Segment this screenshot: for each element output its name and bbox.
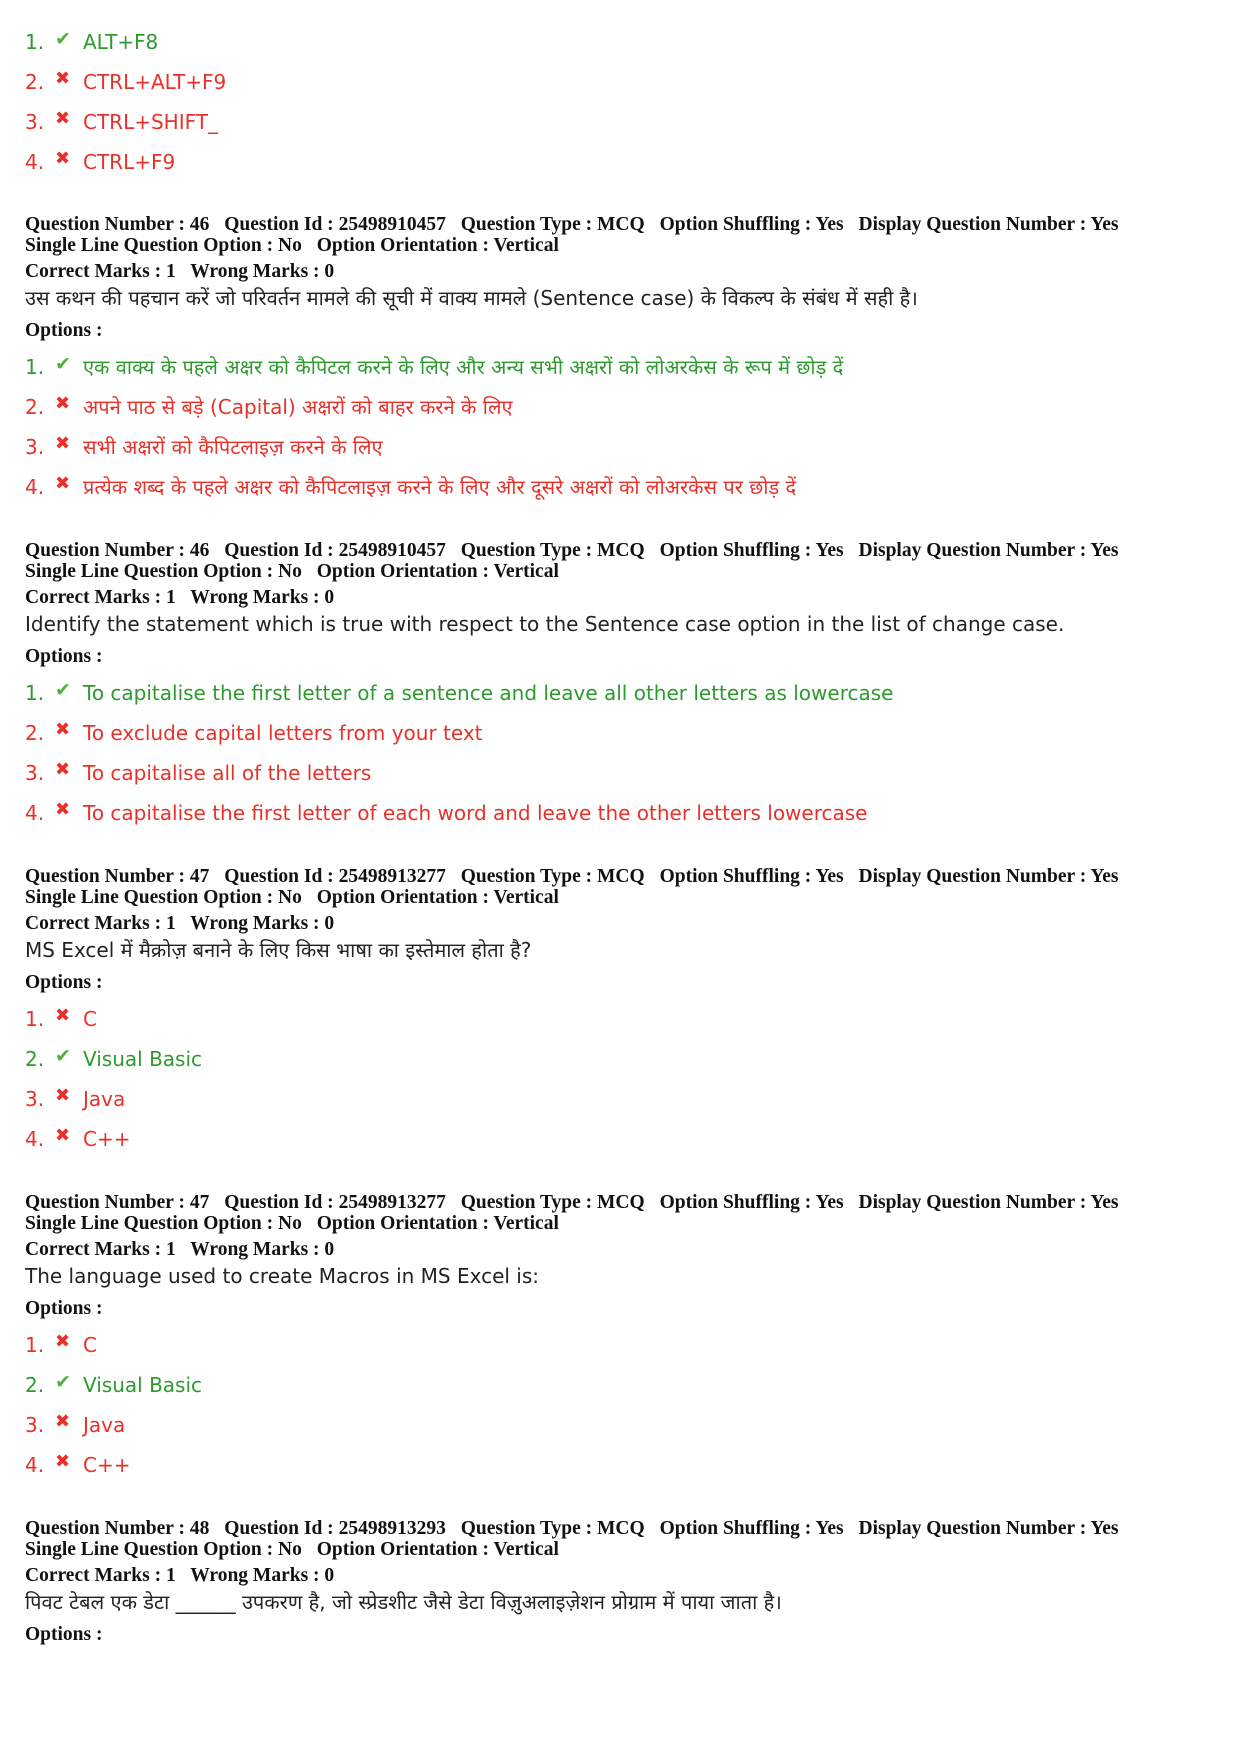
option-item: 1. ✔ To capitalise the first letter of a sentence and leave all other letters as lowercase [25,673,1220,713]
question-number: 48 [189,1518,210,1539]
options-label: Options : [25,972,103,993]
question-block [25,214,1220,507]
option-item [25,62,1220,102]
option-item: 4. ✖ To capitalise the first letter of each word and leave the other letters lowercase [25,793,1220,833]
cross-mark-icon: ✖ [55,1125,71,1146]
option-number: 3. [25,110,45,134]
option-item: 3. ✖ सभी अक्षरों को कैपिटलाइज़ करने के लिए [25,427,1220,467]
question-block [25,1518,1220,1648]
cross-mark-icon: ✖ [55,759,71,780]
question-marks: Correct Marks : 1 Wrong Marks : 0 [25,1565,335,1586]
question-text: उस कथन की पहचान करें जो परिवर्तन मामले की सूची में वाक्य मामले (Sentence case) के विकल्प के संबंध में सही है। [25,286,918,310]
question-meta-line-1: Question Number : 47 Question Id : 25498913277 Question Type : MCQ Option Shuffling : Yes Display Question Number : Yes [25,866,1119,887]
option-item: 3. ✖ To capitalise all of the letters [25,753,1220,793]
option-number: 1. [25,30,45,54]
question-id: 25498910457 [338,540,446,561]
cross-mark-icon: ✖ [55,108,71,129]
option-number: 2. [25,70,45,94]
question-type: MCQ [597,1192,645,1213]
option-item: 1. ✖ C [25,999,1220,1039]
question-text: Identify the statement which is true with respect to the Sentence case option in the list of change case. [25,612,1065,636]
question-text: MS Excel में मैक्रोज़ बनाने के लिए किस भाषा का इस्तेमाल होता है? [25,938,532,962]
options-label: Options : [25,646,103,667]
option-item: 4. ✖ C++ [25,1445,1220,1485]
cross-mark-icon: ✖ [55,1411,71,1432]
question-id: 25498913277 [338,866,446,887]
question-number: 46 [189,214,210,235]
cross-mark-icon: ✖ [55,799,71,820]
option-item: 2. ✖ To exclude capital letters from your text [25,713,1220,753]
question-id: 25498910457 [338,214,446,235]
question-type: MCQ [597,1518,645,1539]
check-mark-icon: ✔ [55,679,71,701]
check-mark-icon: ✔ [55,1371,71,1393]
options-label: Options : [25,1624,103,1645]
question-meta-line-1: Question Number : 46 Question Id : 25498910457 Question Type : MCQ Option Shuffling : Yes Display Question Number : Yes [25,540,1119,561]
question-text: The language used to create Macros in MS Excel is: [25,1264,540,1288]
option-text: ALT+F8 [83,30,159,54]
option-item: 2. ✔ Visual Basic [25,1039,1220,1079]
option-item: 3. ✖ Java [25,1405,1220,1445]
option-item: 2. ✔ Visual Basic [25,1365,1220,1405]
question-meta-line-2: Single Line Question Option : No Option Orientation : Vertical [25,1539,559,1560]
cross-mark-icon: ✖ [55,1085,71,1106]
option-item: 4. ✖ C++ [25,1119,1220,1159]
cross-mark-icon: ✖ [55,68,71,89]
question-type: MCQ [597,866,645,887]
question-number: 47 [189,866,210,887]
option-text: CTRL+SHIFT_ [83,110,218,134]
option-item: 1. ✔ एक वाक्य के पहले अक्षर को कैपिटल करने के लिए और अन्य सभी अक्षरों को लोअरकेस के रूप में छोड़ दें [25,347,1220,387]
cross-mark-icon: ✖ [55,148,71,169]
option-text: CTRL+F9 [83,150,176,174]
option-item [25,22,1220,62]
question-block [25,866,1220,1159]
top-options-list [25,22,1220,182]
cross-mark-icon: ✖ [55,473,71,494]
cross-mark-icon: ✖ [55,1331,71,1352]
question-block [25,540,1220,833]
option-item: 2. ✖ अपने पाठ से बड़े (Capital) अक्षरों को बाहर करने के लिए [25,387,1220,427]
question-number: 46 [189,540,210,561]
question-meta-line-2: Single Line Question Option : No Option Orientation : Vertical [25,1213,559,1234]
question-marks: Correct Marks : 1 Wrong Marks : 0 [25,587,335,608]
question-meta-line-1: Question Number : 48 Question Id : 25498913293 Question Type : MCQ Option Shuffling : Yes Display Question Number : Yes [25,1518,1119,1539]
question-meta-line-1: Question Number : 47 Question Id : 25498913277 Question Type : MCQ Option Shuffling : Yes Display Question Number : Yes [25,1192,1119,1213]
cross-mark-icon: ✖ [55,1005,71,1026]
question-number: 47 [189,1192,210,1213]
cross-mark-icon: ✖ [55,433,71,454]
cross-mark-icon: ✖ [55,1451,71,1472]
option-item: 1. ✖ C [25,1325,1220,1365]
option-text: CTRL+ALT+F9 [83,70,227,94]
question-marks: Correct Marks : 1 Wrong Marks : 0 [25,261,335,282]
question-meta-line-2: Single Line Question Option : No Option Orientation : Vertical [25,561,559,582]
question-id: 25498913277 [338,1192,446,1213]
check-mark-icon: ✔ [55,1045,71,1067]
option-item: 4. ✖ प्रत्येक शब्द के पहले अक्षर को कैपिटलाइज़ करने के लिए और दूसरे अक्षरों को लोअरकेस पर छोड़ दें [25,467,1220,507]
option-number: 4. [25,150,45,174]
question-block [25,1192,1220,1485]
question-id: 25498913293 [338,1518,446,1539]
question-type: MCQ [597,214,645,235]
option-item [25,102,1220,142]
option-item: 3. ✖ Java [25,1079,1220,1119]
check-mark-icon: ✔ [55,353,71,375]
check-mark-icon: ✔ [55,28,71,50]
cross-mark-icon: ✖ [55,393,71,414]
options-label: Options : [25,320,103,341]
question-meta-line-1: Question Number : 46 Question Id : 25498910457 Question Type : MCQ Option Shuffling : Yes Display Question Number : Yes [25,214,1119,235]
question-meta-line-2: Single Line Question Option : No Option Orientation : Vertical [25,887,559,908]
question-marks: Correct Marks : 1 Wrong Marks : 0 [25,1239,335,1260]
question-paper [25,22,1220,1651]
cross-mark-icon: ✖ [55,719,71,740]
question-text: पिवट टेबल एक डेटा ______ उपकरण है, जो स्प्रेडशीट जैसे डेटा विज़ुअलाइज़ेशन प्रोग्राम में पाया जाता है। [25,1590,782,1614]
question-marks: Correct Marks : 1 Wrong Marks : 0 [25,913,335,934]
option-item [25,142,1220,182]
options-label: Options : [25,1298,103,1319]
question-type: MCQ [597,540,645,561]
question-meta-line-2: Single Line Question Option : No Option Orientation : Vertical [25,235,559,256]
